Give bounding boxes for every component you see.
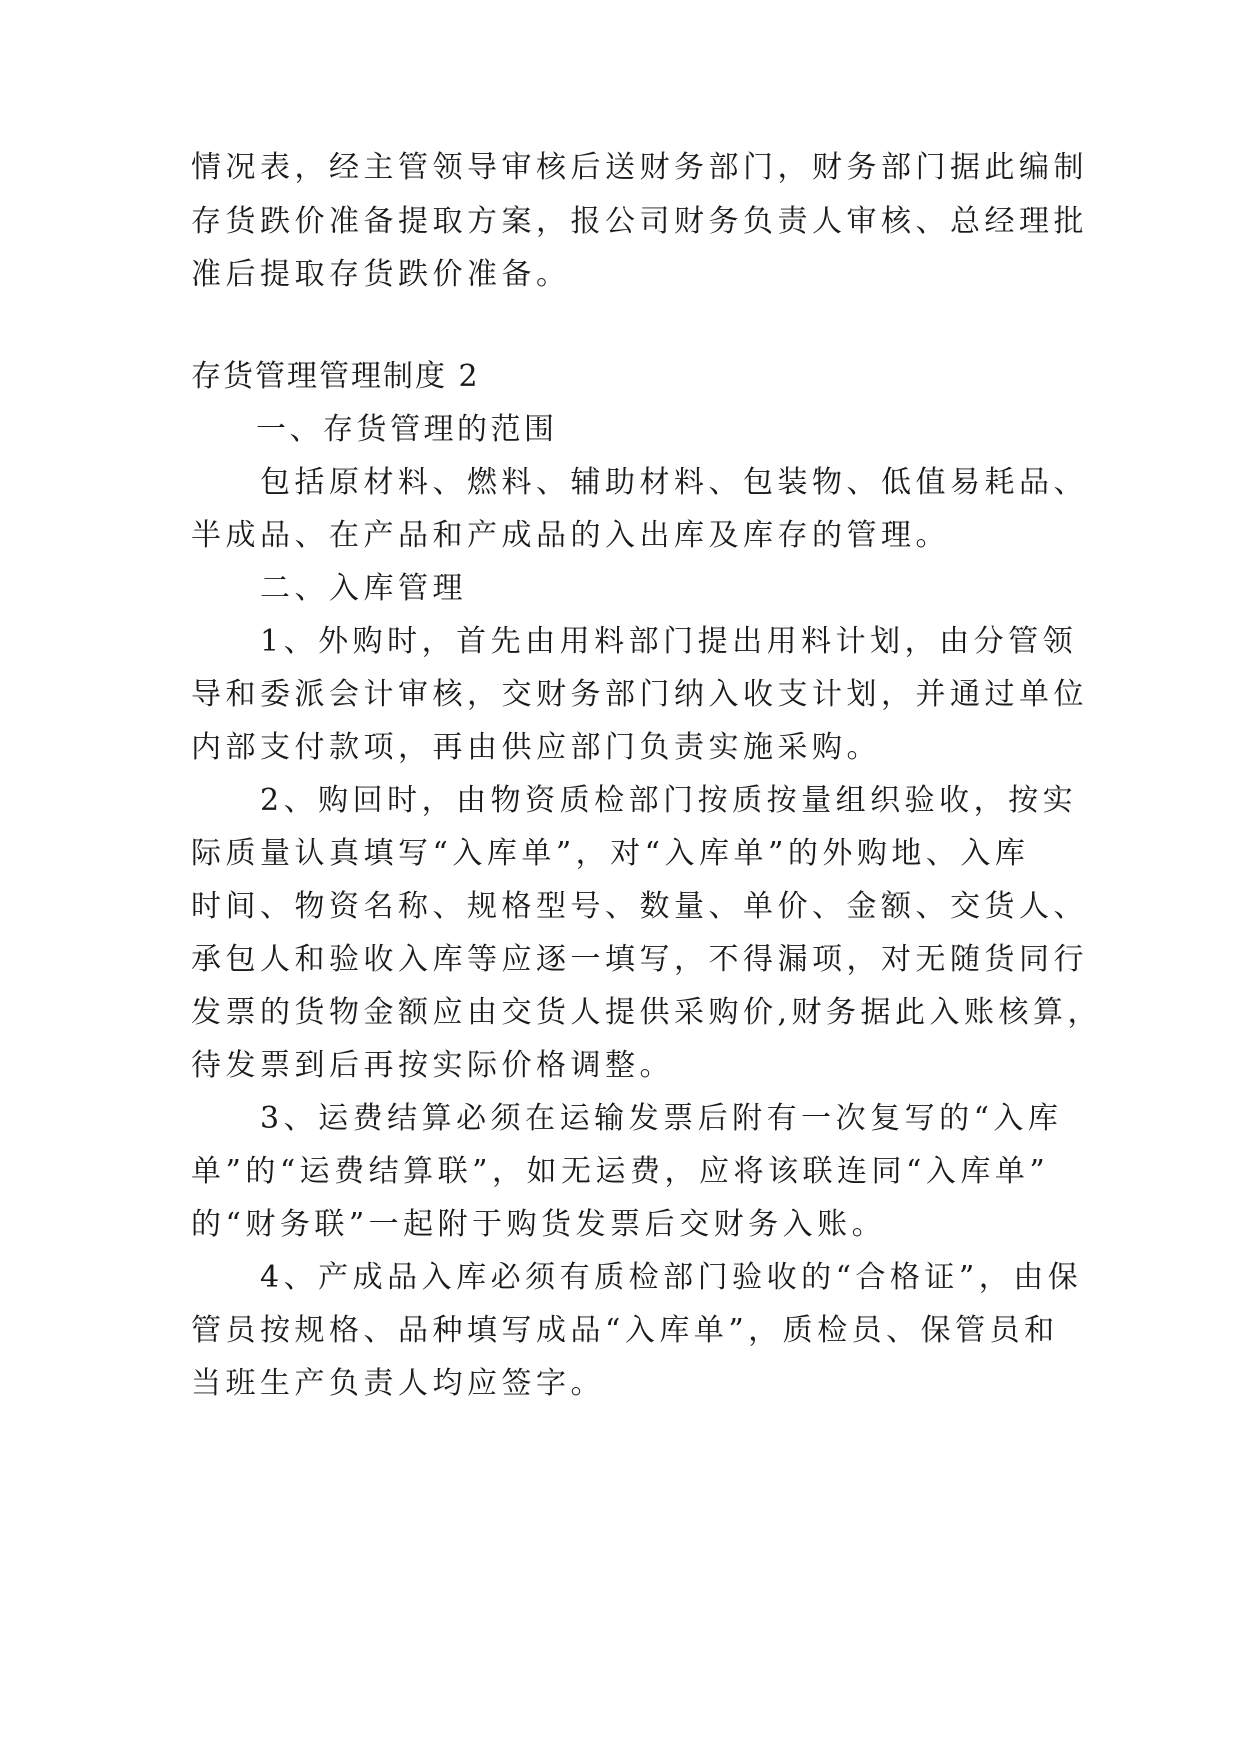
item2-line-1: 2、购回时，由物资质检部门按质按量组织验收，按实	[260, 783, 1078, 818]
item2-line-5: 发票的货物金额应由交货人提供采购价,财务据此入账核算，	[191, 995, 1103, 1030]
item3-line-2: 单”的“运费结算联”，如无运费，应将该联连同“入库单”	[191, 1154, 1050, 1189]
item2-line-6: 待发票到后再按实际价格调整。	[191, 1048, 674, 1083]
continuation-line-3: 准后提取存货跌价准备。	[191, 257, 571, 292]
item3-line-1: 3、运费结算必须在运输发票后附有一次复写的“入库	[260, 1101, 1063, 1136]
heading-inbound: 二、入库管理	[260, 571, 467, 606]
item1-line-3: 内部支付款项，再由供应部门负责实施采购。	[191, 730, 881, 765]
heading-scope: 一、存货管理的范围	[256, 412, 558, 447]
scope-line-1: 包括原材料、燃料、辅助材料、包装物、低值易耗品、	[260, 465, 1088, 500]
item2-line-2: 际质量认真填写“入库单”，对“入库单”的外购地、入库	[191, 836, 1030, 871]
item4-line-3: 当班生产负责人均应签字。	[191, 1366, 605, 1401]
item3-line-3: 的“财务联”一起附于购货发票后交财务入账。	[191, 1207, 887, 1242]
item1-line-2: 导和委派会计审核，交财务部门纳入收支计划，并通过单位	[191, 677, 1088, 712]
item1-line-1: 1、外购时，首先由用料部门提出用料计划，由分管领	[260, 624, 1078, 659]
continuation-line-2: 存货跌价准备提取方案，报公司财务负责人审核、总经理批	[191, 204, 1088, 239]
item2-line-3: 时间、物资名称、规格型号、数量、单价、金额、交货人、	[191, 889, 1088, 924]
continuation-line-1: 情况表，经主管领导审核后送财务部门，财务部门据此编制	[191, 150, 1088, 185]
scope-line-2: 半成品、在产品和产成品的入出库及库存的管理。	[191, 518, 950, 553]
item2-line-4: 承包人和验收入库等应逐一填写，不得漏项，对无随货同行	[191, 942, 1088, 977]
item4-line-2: 管员按规格、品种填写成品“入库单”，质检员、保管员和	[191, 1313, 1059, 1348]
section-title: 存货管理管理制度 2	[191, 359, 480, 394]
item4-line-1: 4、产成品入库必须有质检部门验收的“合格证”，由保	[260, 1260, 1083, 1295]
